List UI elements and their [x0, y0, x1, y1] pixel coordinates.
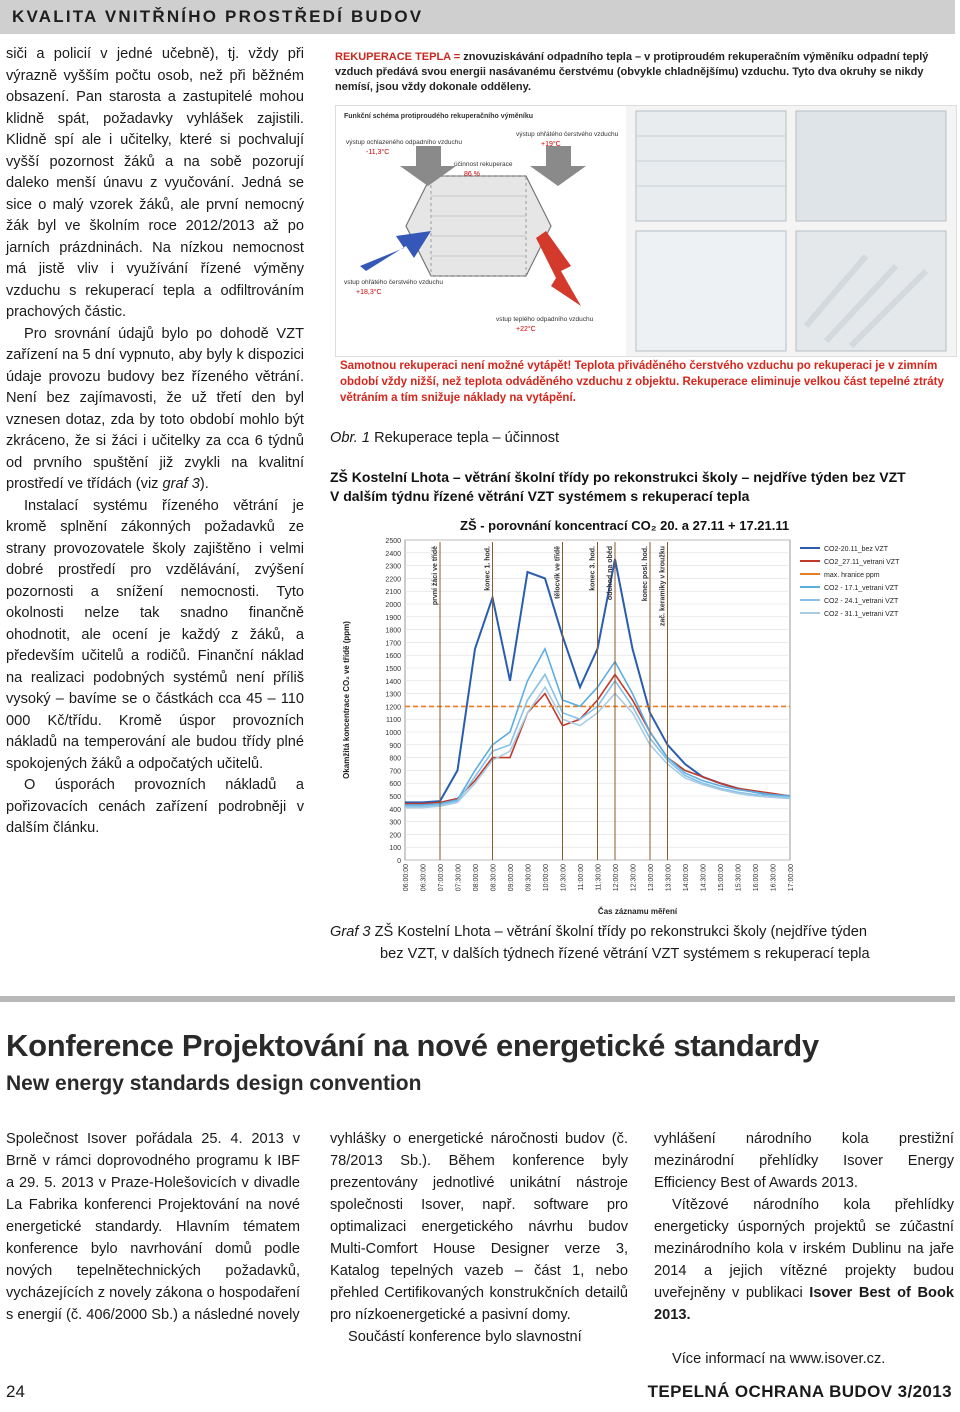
- y-tick-label: 700: [389, 768, 401, 776]
- x-tick-label: 11:00:00: [578, 864, 585, 891]
- figure3-caption: Graf 3 ZŠ Kostelní Lhota – větrání školní třídy po rekonstrukci školy (nejdříve týden bez VZT, v dalších týdnech řízené větrání VZT systémem s rekuperací tepla: [330, 924, 870, 962]
- paragraph: O úsporách provozních nákladů a pořizovacích cenách zařízení podrobněji v dalším článku.: [6, 777, 304, 836]
- conference-subtitle: New energy standards design convention: [6, 1072, 422, 1095]
- x-tick-label: 15:30:00: [735, 864, 743, 892]
- y-tick-label: 800: [389, 755, 401, 763]
- x-tick-label: 13:30:00: [665, 864, 673, 892]
- x-tick-label: 06:00:00: [403, 864, 410, 892]
- co2-chart: [335, 530, 955, 920]
- x-tick-label: 08:30:00: [490, 864, 498, 892]
- y-tick-label: 2300: [385, 563, 401, 571]
- y-tick-label: 1900: [385, 614, 401, 622]
- conference-col2: vyhlášky o energetické náročnosti budov (č. 78/2013 Sb.). Během konference byly prezentovány jednotlivé unikátní nástroje společnosti Isover, např. software pro optimalizaci energetického návrhu budov Multi-Comfort House Designer verze 3, Katalog tepelných vazeb – část 1, nebo přehled Certifikovaných konstrukčních detailů pro nízkoenergetické a pasivní domy. Součástí konference bylo slavnostní: [330, 1131, 628, 1345]
- svg-text:vstup ohřátého čerstvého vzduc: vstup ohřátého čerstvého vzduchu: [344, 279, 444, 286]
- y-tick-label: 300: [389, 819, 401, 827]
- x-tick-label: 10:30:00: [560, 864, 568, 892]
- y-tick-label: 2100: [385, 589, 401, 597]
- paragraph: Instalací systému řízeného větrání je kromě splnění zákonných požadavků ze strany provozovatele školy zajištěno i velmi dobré prostředí pro vzdělávání, zvýšení pozornosti a snížení nemocnosti. Tyto okolnosti nelze tak snadno finančně ohodnotit, ale ocení je každý z žáků, a především učitelů a rodičů. Finanční náklad na realizaci podobných systémů není příliš vysoký – bavíme se o částkách cca 45 – 110 000 Kč/třídu. Kromě úspor provozních nákladů na temperování ale budou třídy plné spokojených žáků a odpočatých učitelů.: [6, 497, 304, 772]
- svg-text:výstup ohřátého čerstvého vzdu: výstup ohřátého čerstvého vzduchu: [516, 131, 619, 138]
- y-tick-label: 400: [389, 806, 401, 814]
- x-tick-label: 14:30:00: [700, 864, 708, 892]
- annotation-label: první žáci ve třídě: [432, 546, 439, 606]
- x-tick-label: 16:30:00: [770, 864, 778, 892]
- heat-exchanger-illustration: [336, 106, 956, 356]
- left-column: [6, 44, 304, 840]
- x-tick-label: 12:30:00: [630, 864, 638, 892]
- figure3-subtitle: ZŠ - porovnání koncentrací CO₂ 20. a 27.11 + 17.21.11: [460, 518, 790, 533]
- annotation-label: tělocvik ve třídě: [554, 546, 562, 599]
- x-tick-label: 15:00:00: [718, 864, 725, 892]
- y-tick-label: 2500: [385, 538, 401, 545]
- x-tick-label: 16:00:00: [753, 864, 760, 892]
- section-title: KVALITA VNITŘNÍHO PROSTŘEDÍ BUDOV: [12, 7, 424, 26]
- y-tick-label: 1000: [385, 730, 401, 737]
- x-tick-label: 10:00:00: [543, 864, 550, 892]
- paragraph: siči a policií v jedné učebně), tj. vždy při výrazně vyšším počtu osob, než při běžném obsazení. Pan starosta a zastupitelé mohou klidně spát, požadavky vyhlášek zajistili. Klidně spí ale i učitelky, které si pochvalují vyšší pozornost žáků a na sobě pozorují daleko menší únavu z vyučování. Jedná se sice o malý vzorek žáků, ale první nemocný žák byl ve školním roce 2012/2013 až po jarních prázdninách. Na nízkou nemocnost má jistě vliv i využívání řízené výměny vzduchu s rekuperací tepla a odfiltrováním prachových částic.: [6, 46, 304, 320]
- x-tick-label: 09:30:00: [525, 864, 533, 892]
- svg-text:86 %: 86 %: [464, 171, 480, 178]
- y-tick-label: 1600: [385, 653, 401, 661]
- x-tick-label: 11:30:00: [595, 864, 603, 891]
- x-tick-label: 07:30:00: [455, 864, 463, 892]
- y-tick-label: 1400: [385, 678, 401, 686]
- y-tick-label: 900: [389, 742, 401, 750]
- y-tick-label: 1700: [385, 640, 401, 648]
- annotation-label: zač. keramiky v kroužku: [659, 546, 667, 627]
- conference-title: Konference Projektování na nové energetické standardy: [6, 1028, 819, 1063]
- svg-text:+19°C: +19°C: [541, 141, 561, 148]
- figure3-title: ZŠ Kostelní Lhota – větrání školní třídy po rekonstrukci školy – nejdříve týden bez VZT V dalším týdnu řízené větrání VZT systémem s rekuperací tepla: [330, 469, 906, 504]
- y-tick-label: 2000: [385, 602, 401, 609]
- y-tick-label: 0: [397, 858, 401, 865]
- y-tick-label: 1500: [385, 666, 401, 673]
- x-tick-label: 08:00:00: [473, 864, 480, 892]
- paragraph: Pro srovnání údajů bylo po dohodě VZT zařízení na 5 dní vypnuto, aby byly k dispozici údaje provozu budovy bez řízeného větrání. Není bez zajímavosti, že už třetí den byl vznesen dotaz, zda by toto období mohlo být zkráceno, že si žáci i učitelky za cca 6 týdnů od prvního spuštění již zvykli na kvalitní prostředí ve třídách (viz graf 3).: [6, 325, 304, 492]
- legend-label: CO2 - 17.1_vetrani VZT: [824, 585, 899, 592]
- y-tick-label: 1300: [385, 691, 401, 699]
- svg-text:vstup teplého odpadního vzduch: vstup teplého odpadního vzduchu: [496, 316, 594, 323]
- conference-col1: Společnost Isover pořádala 25. 4. 2013 v Brně v rámci doprovodného programu k IBF a 29. 5. 2013 v Praze-Holešovicích v divadle La Fabrika konferenci Projektování na nové energetické standardy. Hlavním tématem konference bylo navrhování domů podle nových tepelnětechnických požadavků, vycházejících z novely zákona o hospodaření s energií (č. 406/2000 Sb.) a následné novely: [6, 1131, 300, 1323]
- conference-col3: vyhlášení národního kola prestižní mezinárodní přehlídky Isover Energy Efficiency Best of Awards 2013. Vítězové národního kola přehlídky energeticky úsporných projektů se zúčastní mezinárodního kola v irském Dublinu na jaře 2014 a jejich vítězné projekty budou uveřejněny v publikaci Isover Best of Book 2013. Více informací na www.isover.cz.: [654, 1128, 954, 1370]
- svg-text:-11,3°C: -11,3°C: [366, 149, 390, 156]
- y-tick-label: 100: [389, 845, 401, 853]
- section-header: [0, 0, 955, 34]
- svg-text:účinnost rekuperace: účinnost rekuperace: [454, 161, 513, 168]
- section-divider: [0, 996, 955, 1002]
- publication-name: Isover Best of Book 2013.: [654, 1285, 954, 1323]
- legend-label: CO2-20.11_bez VZT: [824, 546, 889, 553]
- x-axis-label: Čas záznamu měření: [597, 907, 678, 916]
- y-tick-label: 1800: [385, 627, 401, 635]
- page-number: 24: [6, 1382, 25, 1401]
- legend-label: CO2_27.11_vetrani VZT: [824, 559, 900, 566]
- legend-label: max. hranice ppm: [824, 572, 880, 579]
- y-tick-label: 200: [389, 832, 401, 840]
- annotation-label: konec 3. hod.: [589, 546, 597, 591]
- y-tick-label: 1200: [385, 704, 401, 712]
- svg-text:výstup ochlazeného odpadního v: výstup ochlazeného odpadního vzduchu: [346, 139, 463, 146]
- figure1-caption: Obr. 1 Rekuperace tepla – účinnost: [330, 430, 560, 446]
- x-tick-label: 07:00:00: [438, 864, 445, 892]
- magazine-title: TEPELNÁ OCHRANA BUDOV 3/2013: [647, 1382, 952, 1401]
- svg-text:+22°C: +22°C: [516, 326, 536, 333]
- y-axis-label: Okamžitá koncentrace CO₂ ve třídě (ppm): [342, 621, 351, 779]
- more-info-link: Více informací na www.isover.cz.: [672, 1351, 886, 1367]
- y-tick-label: 1100: [385, 717, 401, 725]
- annotation-label: odchod na oběd: [607, 546, 614, 601]
- x-tick-label: 13:00:00: [648, 864, 655, 892]
- svg-text:+18,3°C: +18,3°C: [356, 289, 382, 296]
- graf-reference: graf 3: [162, 476, 200, 492]
- x-tick-label: 17:00:00: [788, 864, 795, 892]
- y-tick-label: 2400: [385, 550, 401, 558]
- x-tick-label: 09:00:00: [508, 864, 515, 892]
- figure1-title: REKUPERACE TEPLA = znovuziskávání odpadního tepla – v protiproudém rekuperačním výměníku odpadní teplý vzduch předává svou energii nasávanému čerstvému (obvykle chladnějšímu) vzduchu. Tyto dva okruhy se nikdy nemísí, jsou vždy dokonale odděleny.: [335, 51, 929, 93]
- legend-label: CO2 - 24.1_vetrani VZT: [824, 598, 899, 605]
- x-tick-label: 12:00:00: [613, 864, 620, 892]
- legend-label: CO2 - 31.1_vetrani VZT: [824, 611, 899, 618]
- x-tick-label: 06:30:00: [420, 864, 428, 892]
- diagram-header: Funkční schéma protiproudého rekuperačního výměníku: [344, 113, 534, 120]
- annotation-label: konec posl. hod.: [642, 546, 649, 602]
- y-tick-label: 500: [389, 794, 401, 801]
- annotation-label: konec 1. hod.: [484, 546, 492, 591]
- y-tick-label: 600: [389, 781, 401, 789]
- figure1-diagram: [335, 105, 957, 357]
- y-tick-label: 2200: [385, 576, 401, 584]
- figure1-warning-note: Samotnou rekuperaci není možné vytápět! Teplota přiváděného čerstvého vzduchu po rekuperaci je v zimním období vždy nižší, než teplota odváděného vzduchu z objektu. Rekuperace eliminuje velkou část tepelné ztráty větráním a tím snižuje náklady na vytápění.: [340, 360, 944, 404]
- x-tick-label: 14:00:00: [683, 864, 690, 892]
